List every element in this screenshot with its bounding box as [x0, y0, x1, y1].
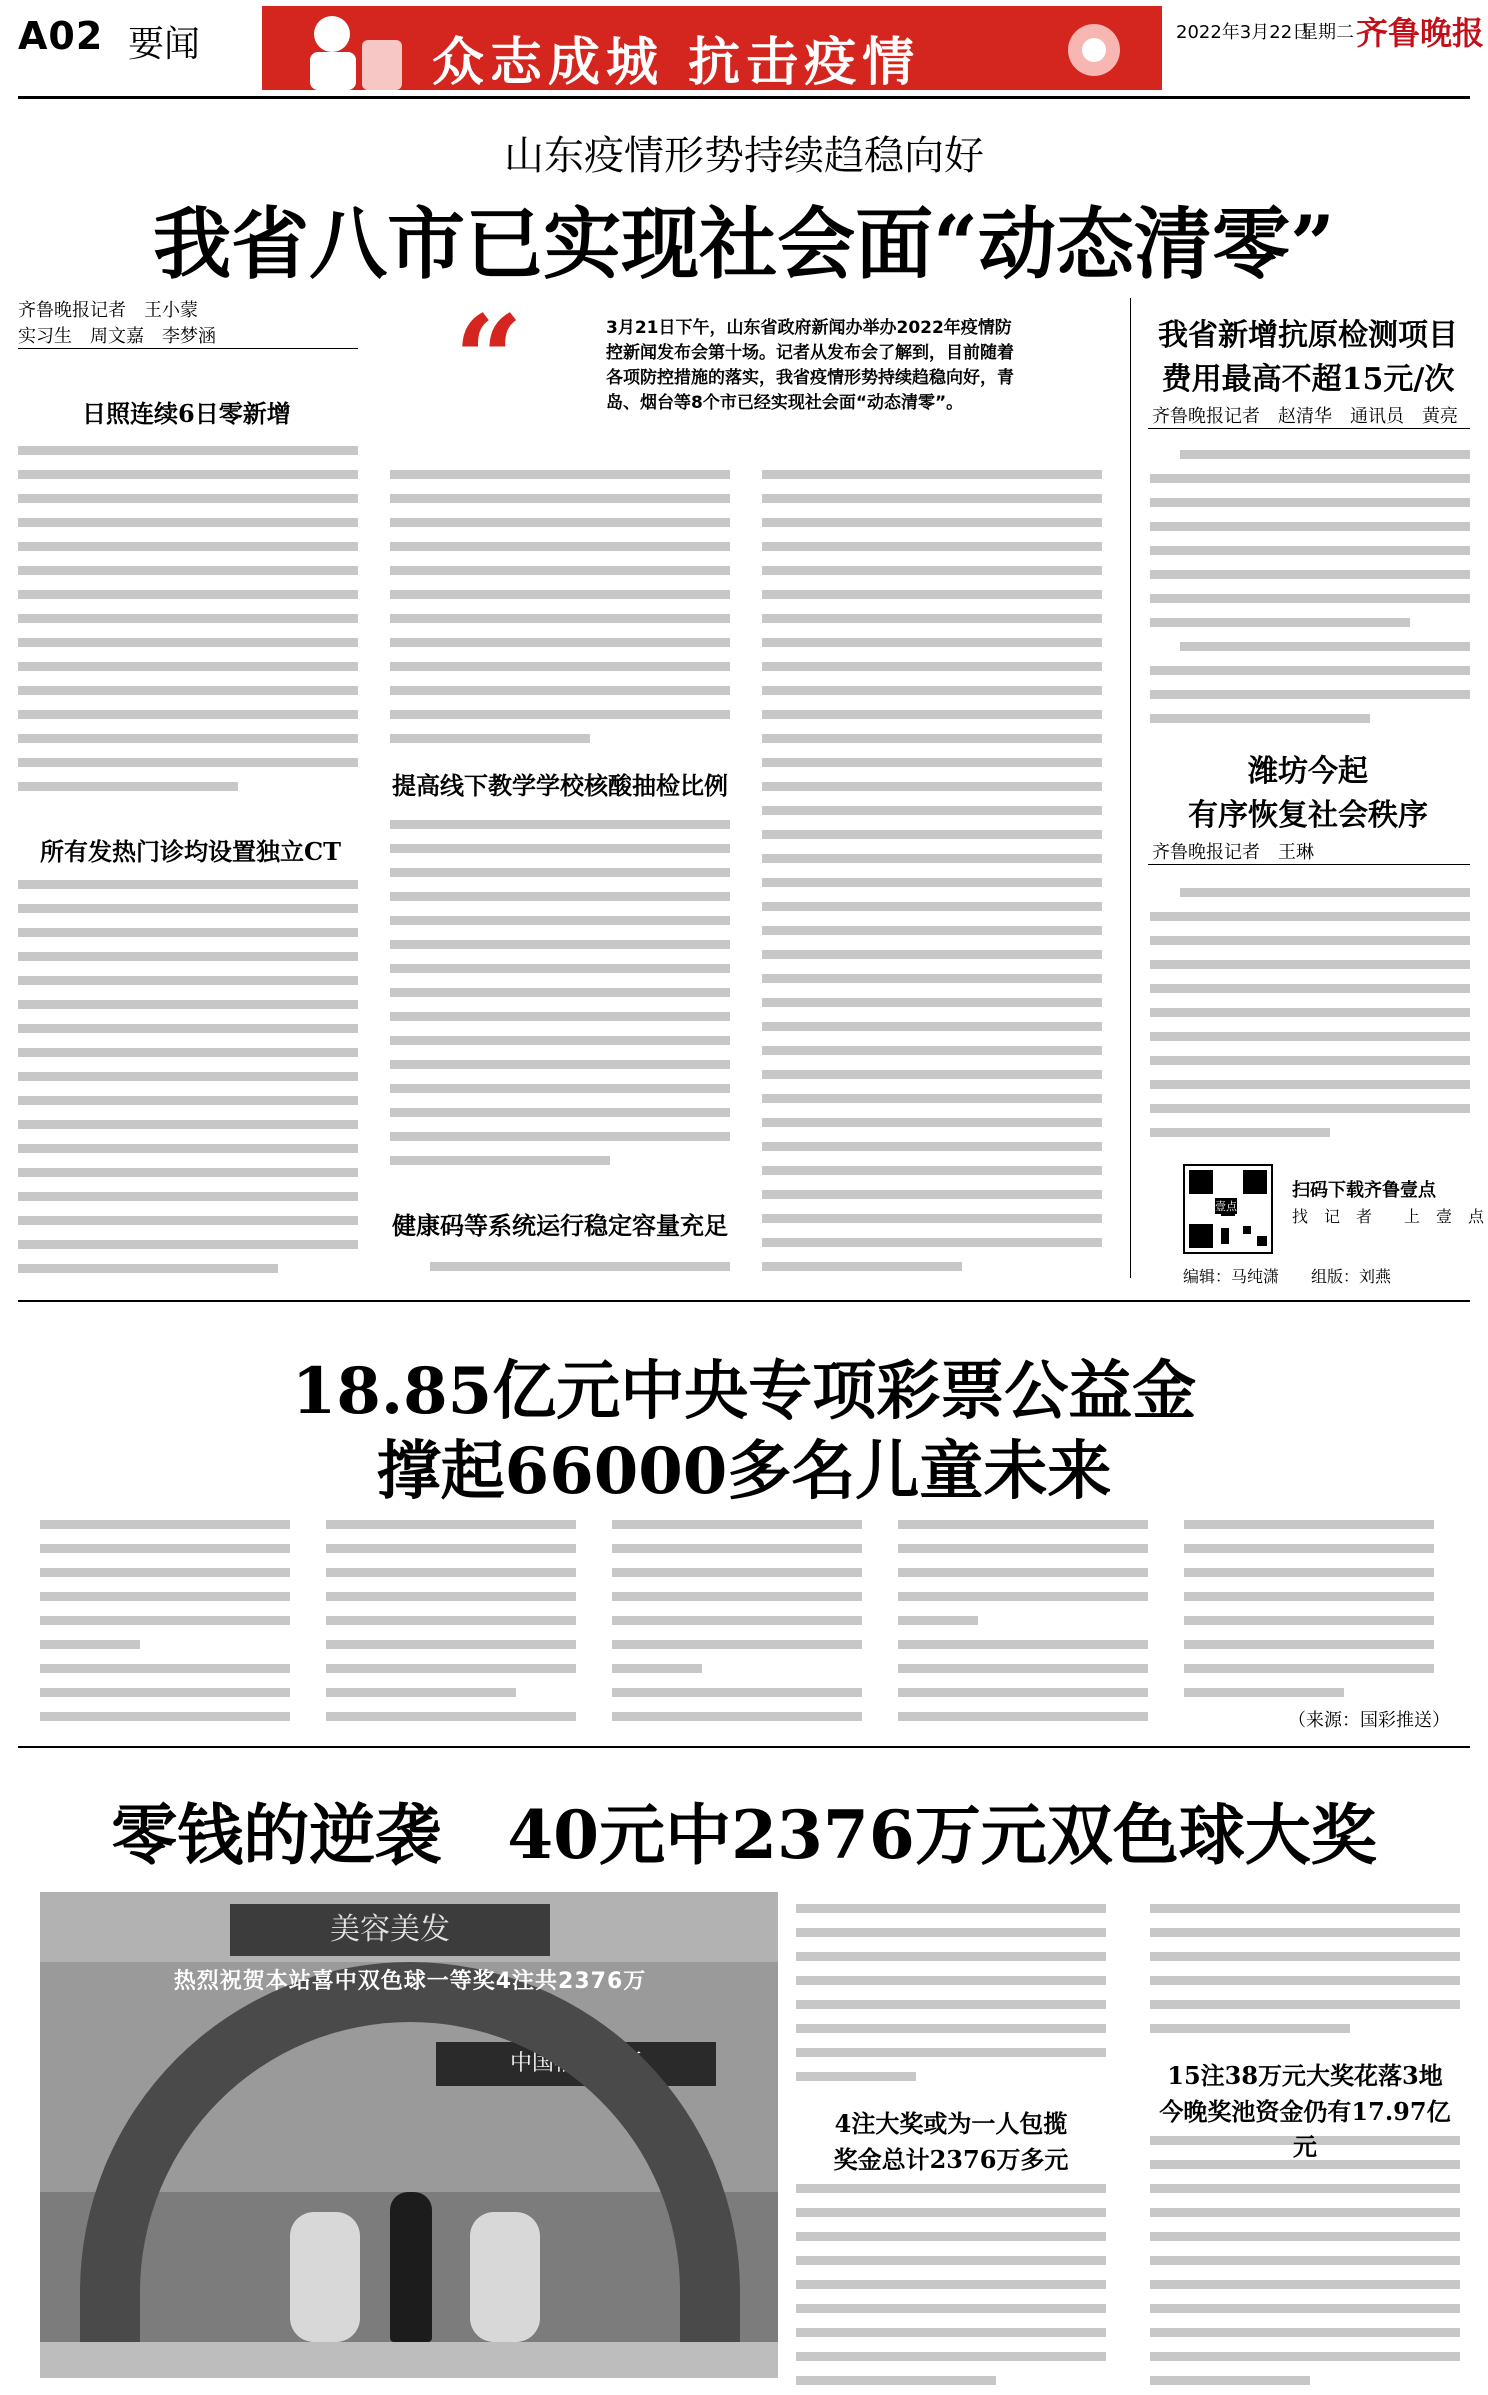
lead-headline: 我省八市已实现社会面“动态清零” — [153, 199, 1335, 290]
side2-title-2: 有序恢复社会秩序 — [1188, 798, 1428, 833]
story2-headline-1: 18.85亿元中央专项彩票公益金 — [291, 1354, 1197, 1429]
side2-rule — [1148, 864, 1470, 865]
header-banner — [262, 6, 1162, 90]
lead-subhead-4: 健康码等系统运行稳定容量充足 — [392, 1211, 728, 1240]
medical-worker-illustration — [272, 10, 412, 90]
lion-dance-left — [290, 2212, 360, 2342]
shop-sign: 美容美发 — [230, 1904, 550, 1956]
lottery-sign: 中国福利彩票 — [436, 2042, 716, 2086]
side1-byline: 齐鲁晚报记者 赵清华 通讯员 黄亮 — [1152, 406, 1458, 427]
column-divider — [1130, 298, 1131, 1278]
arch-banner: 热烈祝贺本站喜中双色球一等奖4注共2376万 — [173, 1969, 647, 1994]
page-number: A02 — [18, 14, 104, 58]
side2-byline: 齐鲁晚报记者 王琳 — [1152, 842, 1314, 863]
qr-caption-2: 找 记 者 上 壹 点 — [1292, 1207, 1485, 1226]
lottery-shop-photo — [40, 1892, 778, 2378]
pull-quote: 3月21日下午，山东省政府新闻办举办2022年疫情防控新闻发布会第十场。记者从发布会了解到，目前随着各项防控措施的落实，我省疫情形势持续趋稳向好，青岛、烟台等8个市已经实现社会面“动态清零”。 — [606, 318, 1014, 413]
lead-byline-2: 实习生 周文嘉 李梦涵 — [18, 326, 216, 347]
section-rule-1 — [18, 1300, 1470, 1302]
header-rule — [18, 96, 1470, 99]
lead-subhead-3: 提高线下教学学校核酸抽检比例 — [392, 771, 728, 800]
lead-subhead-1: 日照连续6日零新增 — [82, 399, 291, 428]
story3-headline: 零钱的逆袭 40元中2376万元双色球大奖 — [111, 1796, 1377, 1874]
qr-code[interactable] — [1183, 1164, 1273, 1254]
lead-kicker: 山东疫情形势持续趋稳向好 — [504, 133, 984, 179]
side2-title-1: 潍坊今起 — [1248, 754, 1368, 789]
qr-label: 壹点 — [1215, 1200, 1237, 1213]
side1-title-2: 费用最高不超15元/次 — [1161, 362, 1455, 397]
lead-subhead-2: 所有发热门诊均设置独立CT — [40, 837, 341, 866]
story3-subhead-2b: 今晚奖池资金仍有17.97亿元 — [1159, 2097, 1451, 2161]
story2-source: （来源：国彩推送） — [1288, 1710, 1450, 1731]
side1-rule — [1148, 428, 1470, 429]
story2-headline-2: 撑起66000多名儿童未来 — [376, 1434, 1112, 1509]
newspaper-logo: 齐鲁晚报 — [1356, 14, 1485, 52]
issue-weekday: 星期二 — [1300, 22, 1354, 43]
quote-mark: “ — [454, 289, 524, 430]
person-silhouette — [390, 2192, 432, 2342]
virus-illustration — [1042, 12, 1152, 88]
banner-slogan: 众志成城 抗击疫情 — [432, 32, 921, 90]
story3-subhead-1a: 4注大奖或为一人包揽 — [834, 2109, 1068, 2138]
story3-subhead-2a: 15注38万元大奖花落3地 — [1167, 2061, 1443, 2090]
side1-title-1: 我省新增抗原检测项目 — [1158, 318, 1458, 353]
lion-dance-right — [470, 2212, 540, 2342]
section-name: 要闻 — [128, 24, 201, 65]
byline-rule — [18, 348, 358, 349]
editor-credit: 编辑：马纯潇 组版：刘燕 — [1183, 1267, 1392, 1286]
qr-caption-1: 扫码下载齐鲁壹点 — [1292, 1180, 1436, 1201]
issue-date: 2022年3月22日 — [1176, 22, 1311, 43]
lead-byline-1: 齐鲁晚报记者 王小蒙 — [18, 300, 198, 321]
section-rule-2 — [18, 1746, 1470, 1748]
story3-subhead-1b: 奖金总计2376万多元 — [833, 2145, 1069, 2174]
